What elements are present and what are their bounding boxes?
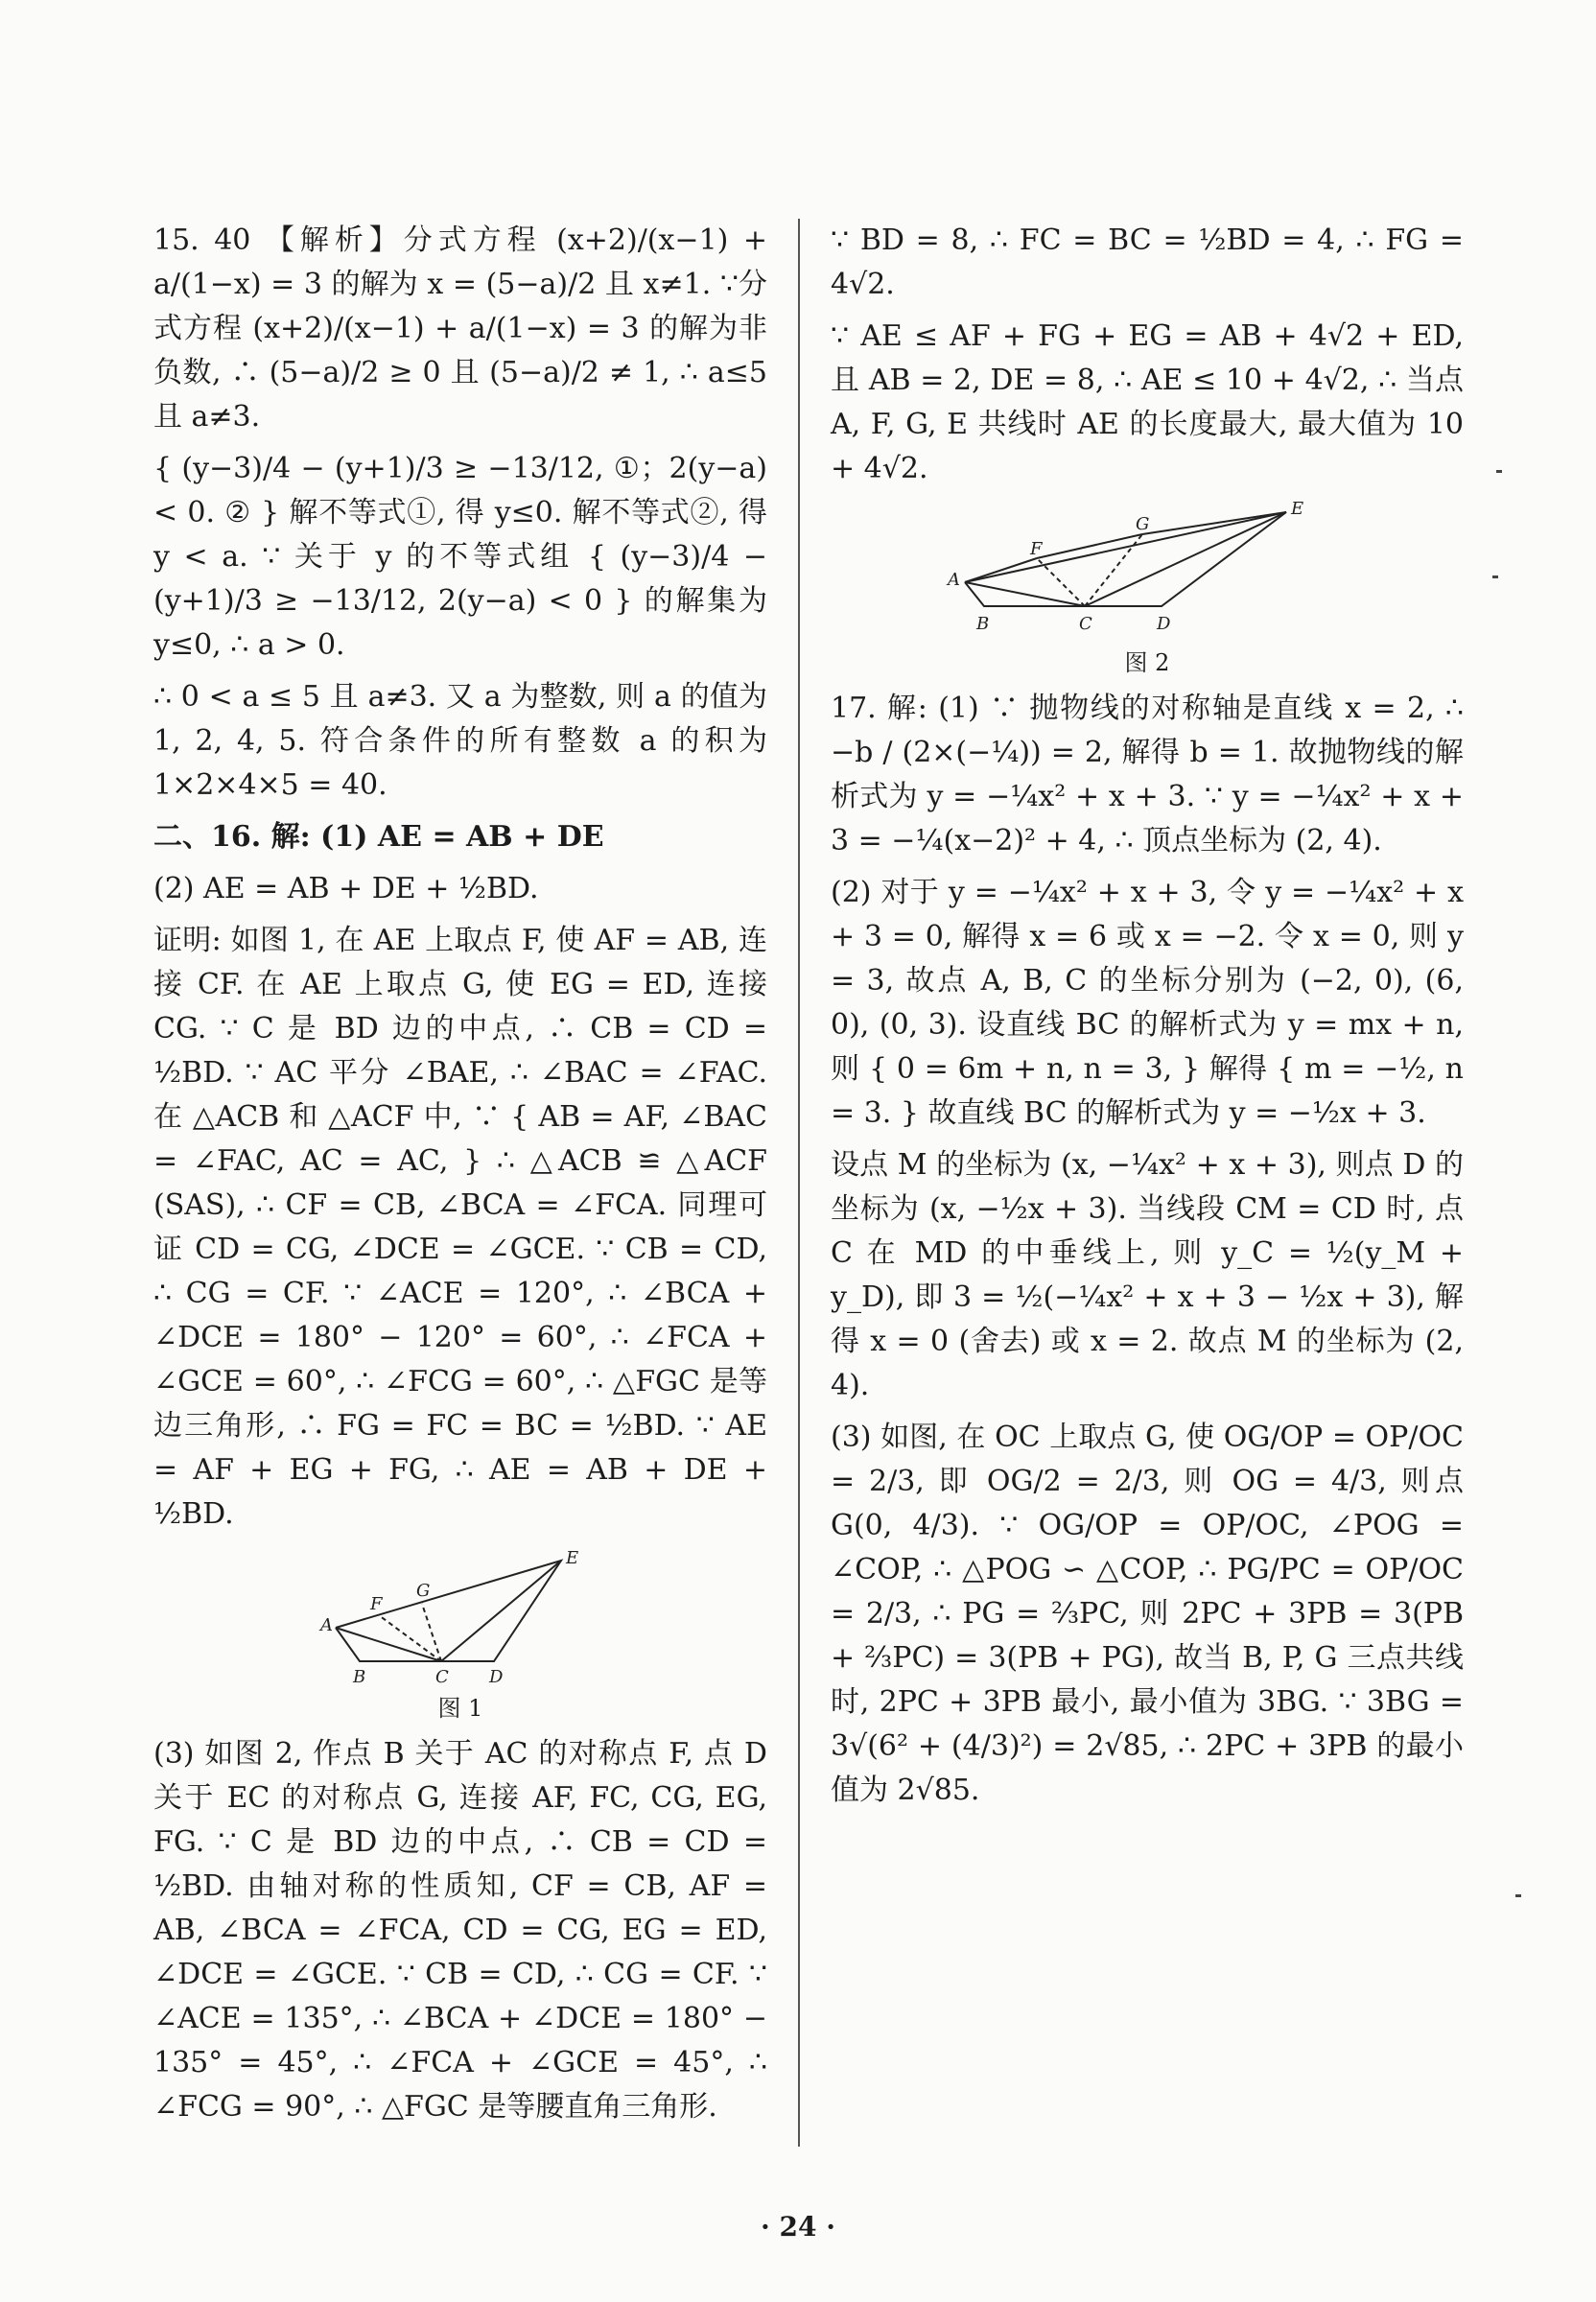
right-column bbox=[831, 219, 1464, 1820]
q15-conclusion: ∴ 0 < a ≤ 5 且 a≠3. 又 a 为整数, 则 a 的值为 1, 2, 4, 5. 符合条件的所有整数 a 的积为 1×2×4×5 = 40. bbox=[153, 680, 767, 802]
q16-part2: (2) AE = AB + DE + ½BD. bbox=[153, 872, 539, 905]
scan-speck bbox=[1492, 576, 1498, 578]
fig2-label-a: A bbox=[948, 570, 960, 590]
figure-2 bbox=[946, 501, 1349, 645]
q17-part3: (3) 如图, 在 OC 上取点 G, 使 OG/OP = OP/OC = 2/3, 即 OG/2 = 2/3, 则 OG = 4/3, 则点 G(0, 4/3). ∵ OG/OP = OP/OC, ∠POG = ∠COP, ∴ △POG ∽ △COP, ∴ PG/PC = OP/OC = 2/3, ∴ PG = ⅔PC, 则 2PC + 3PB = 3(PB + ⅔PC) = 3(PB + PG), 故当 B, P, G 三点共线时, 2PC + 3PB 最小, 最小值为 3BG. ∵ 3BG = 3√(6² + (4/3)²) = 2√85, ∴ 2PC + 3PB 的最小值为 2√85. bbox=[831, 1421, 1464, 1807]
fig1-label-d: D bbox=[489, 1667, 504, 1687]
fig2-label-c: C bbox=[1079, 614, 1092, 634]
figure-2-caption: 图 2 bbox=[1124, 649, 1170, 676]
fig2-label-b: B bbox=[976, 614, 990, 634]
fig2-label-f: F bbox=[1030, 539, 1043, 559]
fig1-label-e: E bbox=[566, 1548, 579, 1568]
q17-part2-point-m: 设点 M 的坐标为 (x, −¼x² + x + 3), 则点 D 的坐标为 (x, −½x + 3). 当线段 CM = CD 时, 点 C 在 MD 的中垂线上, 则 y_C = ½(y_M + y_D), 即 3 = ½(−¼x² + x + 3 − ½x + 3), 解得 x = 0 (舍去) 或 x = 2. 故点 M 的坐标为 (2, 4). bbox=[831, 1148, 1464, 1402]
fig1-line-cf bbox=[379, 1615, 441, 1661]
fig2-line-ac bbox=[965, 582, 1085, 606]
q15-inequality-system: { (y−3)/4 − (y+1)/3 ≥ −13/12, ①；2(y−a) < 0. ② } 解不等式①, 得 y≤0. 解不等式②, 得 y < a. ∵ 关于 y 的不等式组 { (y−3)/4 − (y+1)/3 ≥ −13/12, 2(y−a) < 0 } 的解集为 y≤0, ∴ a > 0. bbox=[153, 452, 767, 662]
fig2-label-e: E bbox=[1291, 501, 1304, 519]
fig1-line-ce bbox=[441, 1561, 561, 1661]
scan-speck bbox=[1515, 1894, 1521, 1897]
fig1-line-cg bbox=[422, 1604, 441, 1661]
q16-proof: 证明: 如图 1, 在 AE 上取点 F, 使 AF = AB, 连接 CF. 在 AE 上取点 G, 使 EG = ED, 连接 CG. ∵ C 是 BD 边的中点, ∴ CB = CD = ½BD. ∵ AC 平分 ∠BAE, ∴ ∠BAC = ∠FAC. 在 △ACB 和 △ACF 中, ∵ { AB = AF, ∠BAC = ∠FAC, AC = AC, } ∴ △ACB ≌ △ACF (SAS), ∴ CF = CB, ∠BCA = ∠FCA. 同理可证 CD = CG, ∠DCE = ∠GCE. ∵ CB = CD, ∴ CG = CF. ∵ ∠ACE = 120°, ∴ ∠BCA + ∠DCE = 180° − 120° = 60°, ∴ ∠FCA + ∠GCE = 60°, ∴ ∠FCG = 60°, ∴ △FGC 是等边三角形, ∴ FG = FC = BC = ½BD. ∵ AE = AF + EG + FG, ∴ AE = AB + DE + ½BD. bbox=[153, 924, 767, 1531]
q15-solution: 15. 40 【解析】分式方程 (x+2)/(x−1) + a/(1−x) = 3 的解为 x = (5−a)/2 且 x≠1. ∵分式方程 (x+2)/(x−1) + a/(1−x) = 3 的解为非负数, ∴ (5−a)/2 ≥ 0 且 (5−a)/2 ≠ 1, ∴ a≤5 且 a≠3. bbox=[153, 223, 767, 434]
q17-part1: 17. 解: (1) ∵ 抛物线的对称轴是直线 x = 2, ∴ −b / (2×(−¼)) = 2, 解得 b = 1. 故抛物线的解析式为 y = −¼x² + x + 3. ∵ y = −¼x² + x + 3 = −¼(x−2)² + 4, ∴ 顶点坐标为 (2, 4). bbox=[831, 692, 1464, 857]
fig2-label-g: G bbox=[1136, 514, 1150, 534]
scan-speck bbox=[1496, 470, 1502, 473]
q16-part3: (3) 如图 2, 作点 B 关于 AC 的对称点 F, 点 D 关于 EC 的对称点 G, 连接 AF, FC, CG, EG, FG. ∵ C 是 BD 边的中点, ∴ CB = CD = ½BD. 由轴对称的性质知, CF = CB, AF = AB, ∠BCA = ∠FCA, CD = CG, EG = ED, ∠DCE = ∠GCE. ∵ CB = CD, ∴ CG = CF. ∵ ∠ACE = 135°, ∴ ∠BCA + ∠DCE = 180° − 135° = 45°, ∴ ∠FCA + ∠GCE = 45°, ∴ ∠FCG = 90°, ∴ △FGC 是等腰直角三角形. bbox=[153, 1737, 767, 2124]
fig1-label-a: A bbox=[320, 1615, 333, 1635]
page-number: · 24 · bbox=[761, 2211, 835, 2243]
column-divider bbox=[798, 219, 800, 2147]
figure-1 bbox=[317, 1546, 604, 1690]
fig2-label-d: D bbox=[1157, 614, 1171, 634]
fig1-label-c: C bbox=[435, 1667, 449, 1687]
fig1-line-ac bbox=[336, 1628, 441, 1661]
fig1-label-b: B bbox=[353, 1667, 366, 1687]
figure-1-caption: 图 1 bbox=[437, 1695, 483, 1722]
fig2-line-af bbox=[965, 558, 1037, 582]
fig1-label-g: G bbox=[416, 1581, 431, 1601]
q17-part2: (2) 对于 y = −¼x² + x + 3, 令 y = −¼x² + x + 3 = 0, 解得 x = 6 或 x = −2. 令 x = 0, 则 y = 3, 故点 A, B, C 的坐标分别为 (−2, 0), (6, 0), (0, 3). 设直线 BC 的解析式为 y = mx + n, 则 { 0 = 6m + n, n = 3, } 解得 { m = −½, n = 3. } 故直线 BC 的解析式为 y = −½x + 3. bbox=[831, 876, 1464, 1130]
left-column bbox=[153, 219, 767, 2137]
q16-part3-continued: ∵ BD = 8, ∴ FC = BC = ½BD = 4, ∴ FG = 4√2. bbox=[831, 223, 1464, 301]
q16-part3-max: ∵ AE ≤ AF + FG + EG = AB + 4√2 + ED, 且 AB = 2, DE = 8, ∴ AE ≤ 10 + 4√2, ∴ 当点 A, F, G, E 共线时 AE 的长度最大, 最大值为 10 + 4√2. bbox=[831, 319, 1464, 485]
fig2-line-ce bbox=[1085, 512, 1286, 606]
fig1-label-f: F bbox=[370, 1594, 383, 1614]
q16-part1: 二、16. 解: (1) AE = AB + DE bbox=[153, 820, 604, 854]
